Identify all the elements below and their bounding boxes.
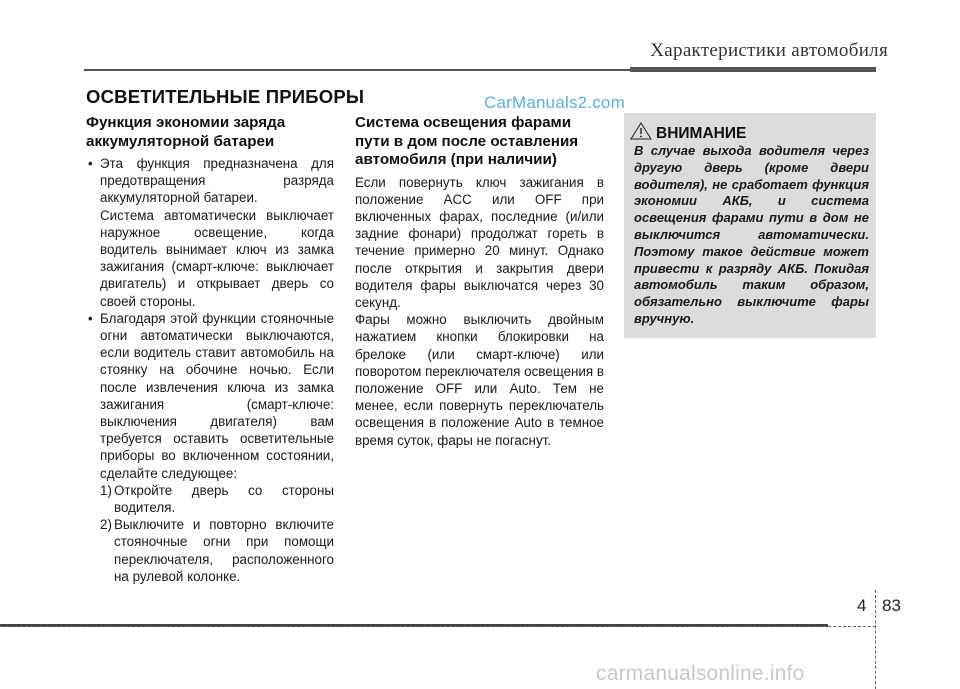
bullet-item [86, 155, 334, 207]
item-number: 2) [100, 517, 112, 533]
page-number: 83 [882, 596, 901, 615]
header-title: Характеристики автомобиля [650, 40, 888, 61]
col2-heading-line1: Система освещения фарами [355, 114, 572, 131]
page-number-divider [875, 590, 877, 689]
bullet1-line2: предотвращения разряда [100, 173, 334, 189]
column-left [86, 114, 334, 585]
chapter-number: 4 [857, 596, 867, 615]
header-rule [84, 69, 630, 71]
col1-heading-line2: аккумуляторной батареи [86, 132, 275, 150]
watermark-top: CarManuals2.com [484, 93, 625, 112]
bullet1-line3: аккумуляторной батареи. [100, 190, 258, 206]
col2-heading-line2: пути в дом после оставления [355, 132, 579, 150]
item-text: Выключите и повторно включите стояночные огни при помощи переключателя, расположенного на рулевой колонке. [114, 517, 334, 584]
warning-triangle-icon [630, 122, 652, 145]
paragraph: Фары можно выключить двойным нажатием кнопки блокировки на брелоке (или смарт-ключе) или поворотом переключателя освещения в положение OFF или Auto. Тем не менее, если повернуть переключатель освещения в положение Auto в темное время суток, фары не погаснут. [355, 312, 604, 448]
col1-heading-line1: Функция экономии заряда [86, 114, 286, 131]
warning-body: В случае выхода водителя через другую дверь (кроме двери водителя), не сработает функция экономии АКБ, и система освещения фарами пути в дом не выключится автоматически. Поэтому такое действие может привести к разряду АКБ. Покидая автомобиль таким образом, обязательно выключите фары вручную. [634, 143, 869, 326]
numbered-item [86, 482, 334, 516]
bullet1-line1: • Эта функция предназначена для [100, 156, 334, 171]
header-rule-accent [630, 67, 876, 72]
footer-watermark: carmanualsonline.info [596, 662, 805, 685]
item-number: 1) [100, 482, 112, 498]
paragraph: Если повернуть ключ зажигания в положение ACC или OFF при включенных фарах, последние (и/или задние фонари) продолжат гореть в течение примерно 20 минут. Однако после открытия и закрытия двери водителя фары выключатся через 30 секунд. [355, 174, 604, 310]
col2-heading [355, 114, 604, 170]
item-text: Откройте дверь со стороны водителя. [114, 482, 334, 516]
warning-title: ВНИМАНИЕ [656, 124, 747, 142]
bullet-item: • Благодаря этой функции стояночные огни автоматически выключаются, если водитель ставит автомобиль на стоянку на обочине ночью. Если после извлечения ключа из замка зажигания (смарт-ключе: выключения двигателя) вам требуется оставить осветительные приборы во включенном состоянии, сделайте следующее: [86, 310, 334, 482]
warning-header [630, 122, 746, 145]
footer-rule [0, 626, 876, 627]
warning-box [624, 113, 876, 338]
section-title: ОСВЕТИТЕЛЬНЫЕ ПРИБОРЫ [86, 86, 365, 107]
col1-heading [86, 114, 334, 151]
col2-heading-line3: автомобиля (при наличии) [355, 151, 557, 168]
numbered-item [86, 516, 334, 585]
paragraph: Система автоматически выключает наружное освещение, когда водитель вынимает ключ из замка зажигания (смарт-ключе: выключает двигатель) и открывает дверь со своей стороны. [100, 207, 334, 309]
column-middle [355, 114, 604, 449]
